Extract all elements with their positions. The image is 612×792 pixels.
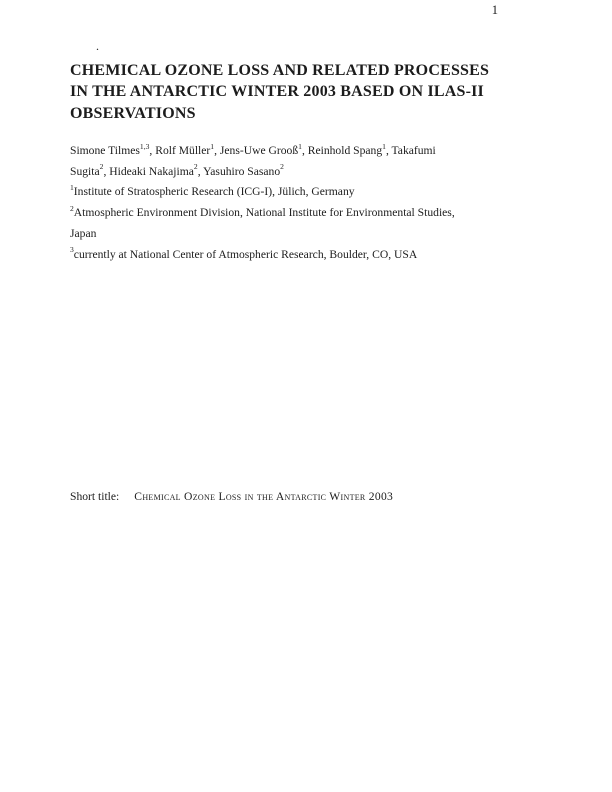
superscript: 1 [382, 141, 386, 151]
text-line [70, 224, 526, 245]
text-segment: , Rolf Müller [149, 144, 211, 157]
text-line [70, 141, 526, 162]
text-line [70, 162, 526, 183]
text-line [70, 103, 530, 124]
text-segment: Sugita [70, 164, 100, 178]
superscript: 2 [280, 162, 284, 172]
text-segment: Simone Tilmes [70, 144, 140, 157]
page-number: 1 [491, 3, 498, 17]
text-segment: , Takafumi [385, 144, 436, 157]
affiliation-list [70, 182, 526, 265]
text-segment: currently at National Center of Atmospheric Research, Boulder, CO, USA [73, 247, 418, 261]
short-title-text: Chemical Ozone Loss in the Antarctic Winter 2003 [134, 490, 394, 503]
short-title-line [70, 490, 393, 504]
text-segment: , Yasuhiro Sasano [197, 164, 281, 178]
text-line [70, 245, 526, 266]
text-segment: Atmospheric Environment Division, National Institute for Environmental Studies, [73, 206, 455, 220]
text-line [70, 203, 526, 224]
text-segment: OBSERVATIONS [70, 104, 196, 122]
stray-period-mark: . [96, 39, 99, 53]
superscript: 1 [298, 141, 302, 151]
superscript: 2 [193, 162, 198, 172]
superscript: 2 [99, 162, 104, 172]
superscript: 1 [210, 141, 215, 151]
text-line [70, 60, 530, 81]
text-segment: Institute of Stratospheric Research (ICG-I), Jülich, Germany [73, 185, 355, 199]
text-line [70, 81, 530, 102]
superscript: 3 [70, 245, 74, 255]
text-segment: , Reinhold Spang [301, 144, 383, 157]
text-segment: CHEMICAL OZONE LOSS AND RELATED PROCESSES [70, 62, 490, 79]
short-title-label: Short title: [70, 490, 120, 503]
superscript: 2 [70, 203, 74, 213]
author-affiliation-block [70, 141, 526, 265]
text-segment: , Jens-Uwe Grooß [214, 144, 299, 157]
text-segment: Japan [70, 226, 97, 240]
author-list [70, 141, 526, 182]
superscript: 1 [70, 183, 74, 193]
superscript: 1,3 [139, 141, 150, 151]
paper-title [70, 60, 530, 124]
text-line [70, 182, 526, 203]
text-segment: IN THE ANTARCTIC WINTER 2003 BASED ON ILAS-II [70, 83, 484, 101]
text-segment: , Hideaki Nakajima [103, 164, 194, 178]
